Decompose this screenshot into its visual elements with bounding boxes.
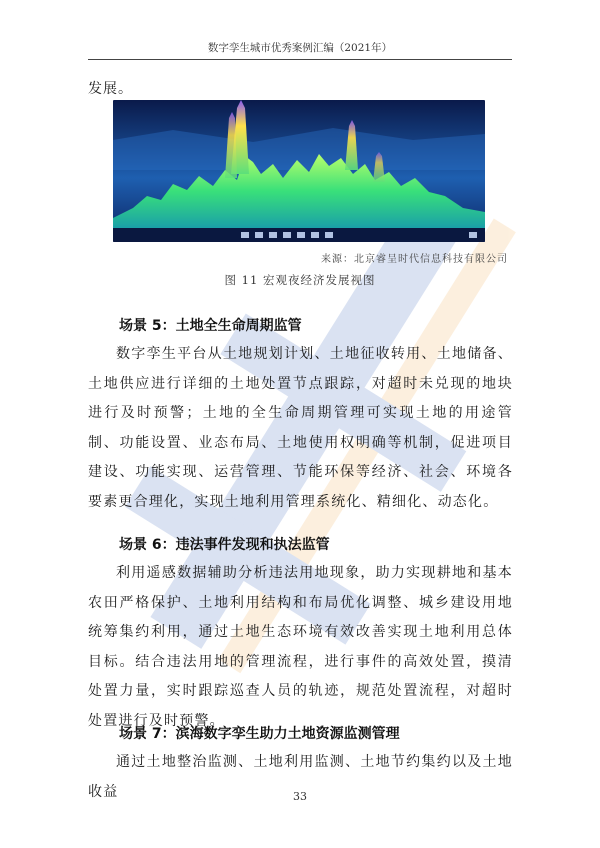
- figure-source: 来源：北京睿呈时代信息科技有限公司: [321, 254, 508, 265]
- section-body-6: 利用遥感数据辅助分析违法用地现象，助力实现耕地和基本农田严格保护、土地利用结构和布局优化调整、城乡建设用地统筹集约利用，通过土地生态环境有效改善实现土地利用总体目标。结合违法用地的管理流程，进行事件的高效处置，摸清处置力量，实时跟踪巡查人员的轨迹，规范处置流程，对超时处置进行及时预警。: [88, 565, 513, 729]
- section-title-6: 场景 6：违法事件发现和执法监管: [119, 537, 330, 553]
- figure-caption: 图 11 宏观夜经济发展视图: [224, 273, 376, 287]
- night-economy-figure: [113, 100, 485, 242]
- section-title-5: 场景 5：土地全生命周期监管: [119, 318, 302, 334]
- section-body-7: 通过土地整治监测、土地利用监测、土地节约集约以及土地收益: [88, 754, 513, 800]
- page-number: 33: [293, 790, 307, 803]
- night-economy-visualization: [113, 100, 485, 242]
- lead-text: 发展。: [88, 81, 133, 97]
- section-title-7: 场景 7：滨海数字孪生助力土地资源监测管理: [119, 726, 400, 742]
- page-header: 数字孪生城市优秀案例汇编（2021年）: [88, 40, 512, 60]
- section-body-5: 数字孪生平台从土地规划计划、土地征收转用、土地储备、土地供应进行详细的土地处置节点跟踪，对超时未兑现的地块进行及时预警；土地的全生命周期管理可实现土地的用途管制、功能设置、业态布局、土地使用权明确等机制，促进项目建设、功能实现、运营管理、节能环保等经济、社会、环境各要素更合理化，实现土地利用管理系统化、精细化、动态化。: [88, 346, 513, 510]
